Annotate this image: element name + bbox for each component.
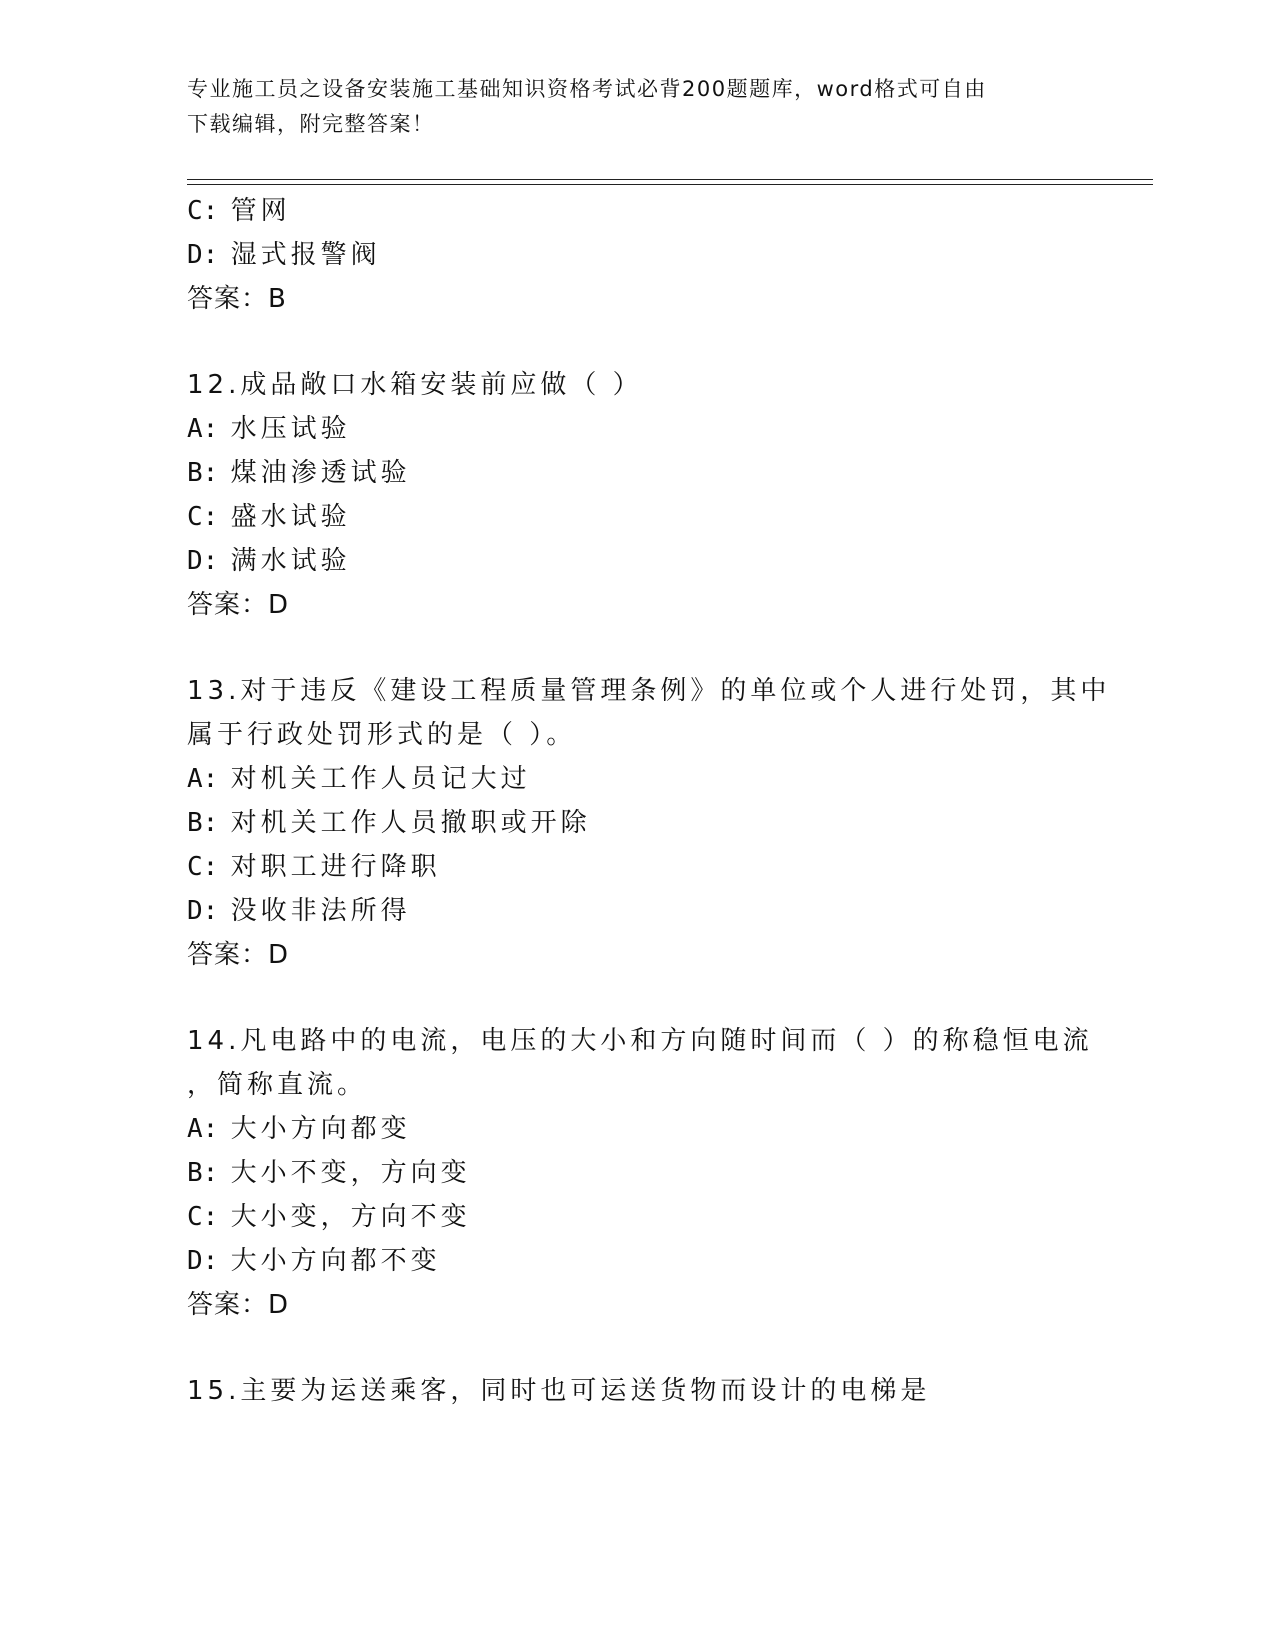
q12-option-a [187,408,351,445]
header-line-1: 专业施工员之设备安装施工基础知识资格考试必背200题题库，word格式可自由 [187,77,987,101]
q14-option-a [187,1108,411,1145]
q13-option-d [187,890,411,927]
option-label: B: [187,808,219,838]
q12-stem: 12.成品敞口水箱安装前应做（ ） [187,370,643,400]
option-text: 对职工进行降职 [230,852,441,882]
header-divider-bottom [187,184,1153,185]
q15-stem: 15.主要为运送乘客，同时也可运送货物而设计的电梯是 [187,1376,931,1406]
option-label: D: [187,240,219,270]
q14-option-c [187,1196,471,1233]
option-label: A: [187,1114,219,1144]
option-text: 湿式报警阀 [230,240,381,270]
option-text: 水压试验 [230,414,351,444]
option-label: B: [187,1158,219,1188]
option-label: D: [187,546,219,576]
q12-option-c [187,496,351,533]
q13-stem-line-1: 13.对于违反《建设工程质量管理条例》的单位或个人进行处罚，其中 [187,676,1111,706]
option-text: 没收非法所得 [230,896,411,926]
q14-option-d [187,1240,441,1277]
prev-answer: 答案：B [187,284,287,314]
option-label: D: [187,896,219,926]
document-header [187,72,1067,142]
q14-stem-line-1: 14.凡电路中的电流，电压的大小和方向随时间而（ ）的称稳恒电流 [187,1026,1093,1056]
option-label: B: [187,458,219,488]
option-text: 大小方向都不变 [230,1246,441,1276]
q14-answer: 答案：D [187,1290,290,1320]
option-text: 管网 [230,196,291,226]
option-text: 大小方向都变 [230,1114,411,1144]
q12-option-d [187,540,351,577]
option-text: 煤油渗透试验 [230,458,411,488]
option-label: C: [187,1202,219,1232]
q14-stem-line-2: ，简称直流。 [187,1070,368,1100]
q14-option-b [187,1152,471,1189]
q13-stem-line-2: 属于行政处罚形式的是（ ）。 [187,720,577,750]
option-label: C: [187,196,219,226]
option-text: 大小变，方向不变 [230,1202,471,1232]
option-label: A: [187,414,219,444]
prev-option-c [187,190,291,227]
option-text: 对机关工作人员记大过 [230,764,531,794]
option-label: D: [187,1246,219,1276]
option-label: A: [187,764,219,794]
q12-answer: 答案：D [187,590,290,620]
q12-option-b [187,452,411,489]
option-label: C: [187,502,219,532]
q13-answer: 答案：D [187,940,290,970]
option-text: 盛水试验 [230,502,351,532]
option-text: 满水试验 [230,546,351,576]
header-line-2: 下载编辑，附完整答案！ [187,112,435,136]
prev-option-d [187,234,381,271]
q13-option-c [187,846,441,883]
header-divider-top [187,179,1153,180]
option-text: 对机关工作人员撤职或开除 [230,808,591,838]
q13-option-b [187,802,591,839]
option-label: C: [187,852,219,882]
option-text: 大小不变，方向变 [230,1158,471,1188]
q13-option-a [187,758,531,795]
